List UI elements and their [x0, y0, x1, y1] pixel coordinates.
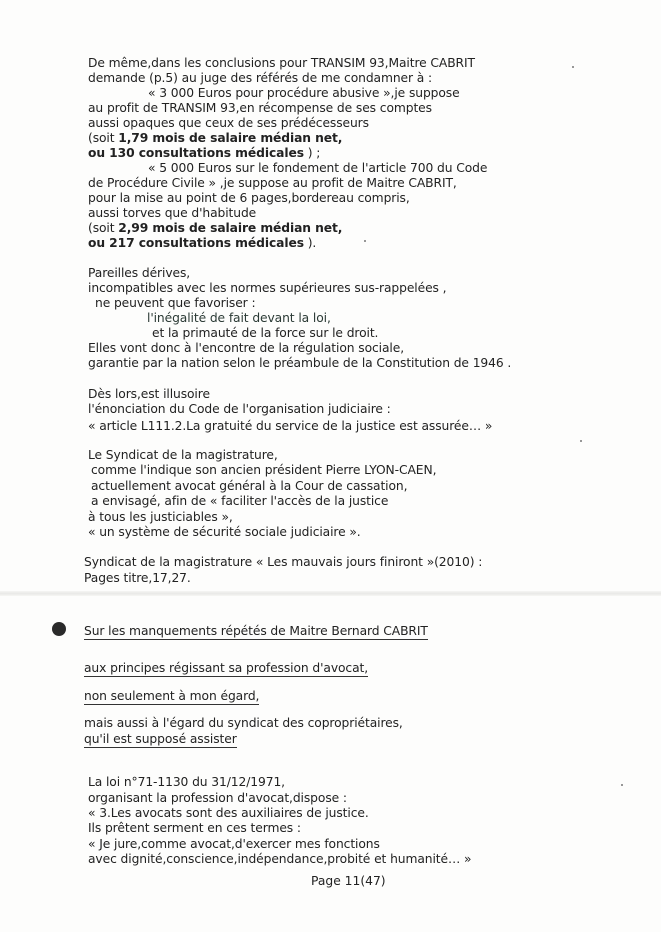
bold-text: 1,79 mois de salaire médian net,	[118, 131, 343, 145]
bold-text: ou 217 consultations médicales	[88, 236, 304, 250]
page-number: Page 11(47)	[311, 874, 386, 888]
text-line: Pareilles dérives,	[88, 266, 191, 280]
text-line: et la primauté de la force sur le droit.	[152, 326, 379, 340]
heading-line: qu'il est supposé assister	[84, 732, 237, 746]
text-line: ne peuvent que favoriser :	[95, 296, 256, 310]
text-line: Syndicat de la magistrature « Les mauvais jours finiront »(2010) :	[84, 555, 483, 569]
text-line: « 3 000 Euros pour procédure abusive »,je suppose	[148, 86, 460, 100]
heading-line: aux principes régissant sa profession d'avocat,	[84, 661, 369, 675]
scan-speck	[580, 440, 582, 442]
text-line: l'inégalité de fait devant la loi,	[147, 311, 331, 325]
text-line: actuellement avocat général à la Cour de cassation,	[91, 479, 408, 493]
text-line: Dès lors,est illusoire	[88, 387, 210, 401]
text-line: « 3.Les avocats sont des auxiliaires de justice.	[88, 806, 369, 820]
text-segment: ).	[303, 236, 317, 250]
text-line: pour la mise au point de 6 pages,bordereau compris,	[88, 191, 410, 205]
text-line: a envisagé, afin de « faciliter l'accès de la justice	[91, 494, 389, 508]
text-line	[88, 131, 342, 145]
text-line	[88, 221, 342, 235]
heading-line: non seulement à mon égard,	[84, 689, 260, 703]
text-line: La loi n°71-1130 du 31/12/1971,	[88, 775, 285, 789]
text-line: de Procédure Civile » ,je suppose au profit de Maitre CABRIT,	[88, 176, 457, 190]
text-line: « article L111.2.La gratuité du service de la justice est assurée… »	[88, 419, 493, 433]
text-line: « un système de sécurité sociale judiciaire ».	[88, 525, 361, 539]
text-segment: (soit	[88, 221, 119, 235]
text-line: « 5 000 Euros sur le fondement de l'article 700 du Code	[148, 161, 488, 175]
text-line: « Je jure,comme avocat,d'exercer mes fonctions	[88, 837, 380, 851]
scan-speck	[621, 784, 623, 786]
text-line: De même,dans les conclusions pour TRANSIM 93,Maitre CABRIT	[88, 56, 475, 70]
text-line: Pages titre,17,27.	[84, 571, 191, 585]
heading-line: mais aussi à l'égard du syndicat des copropriétaires,	[84, 716, 403, 730]
text-line: avec dignité,conscience,indépendance,probité et humanité… »	[88, 852, 472, 866]
text-line: demande (p.5) au juge des référés de me condamner à :	[88, 71, 433, 85]
scan-speck	[572, 66, 574, 68]
heading-line: Sur les manquements répétés de Maitre Bernard CABRIT	[84, 624, 428, 638]
text-line: Elles vont donc à l'encontre de la régulation sociale,	[88, 341, 405, 355]
text-line: aussi opaques que ceux de ses prédécesseurs	[88, 116, 369, 130]
text-line	[88, 236, 316, 250]
text-line	[88, 146, 320, 160]
text-line: l'énonciation du Code de l'organisation judiciaire :	[88, 402, 391, 416]
text-line: Le Syndicat de la magistrature,	[88, 448, 278, 462]
text-line: à tous les justiciables »,	[88, 510, 233, 524]
text-line: comme l'indique son ancien président Pierre LYON-CAEN,	[91, 463, 437, 477]
text-segment: ) ;	[303, 146, 321, 160]
text-line: incompatibles avec les normes supérieures sus-rappelées ,	[88, 281, 447, 295]
text-line: organisant la profession d'avocat,dispose :	[88, 791, 347, 805]
text-segment: (soit	[88, 131, 119, 145]
page-break	[0, 591, 661, 596]
bullet-icon	[52, 622, 66, 636]
bold-text: ou 130 consultations médicales	[88, 146, 304, 160]
text-line: au profit de TRANSIM 93,en récompense de ses comptes	[88, 101, 432, 115]
text-line: aussi torves que d'habitude	[88, 206, 257, 220]
scan-speck	[364, 240, 366, 242]
bold-text: 2,99 mois de salaire médian net,	[118, 221, 343, 235]
text-line: Ils prêtent serment en ces termes :	[88, 821, 301, 835]
text-line: garantie par la nation selon le préambule de la Constitution de 1946 .	[88, 356, 512, 370]
